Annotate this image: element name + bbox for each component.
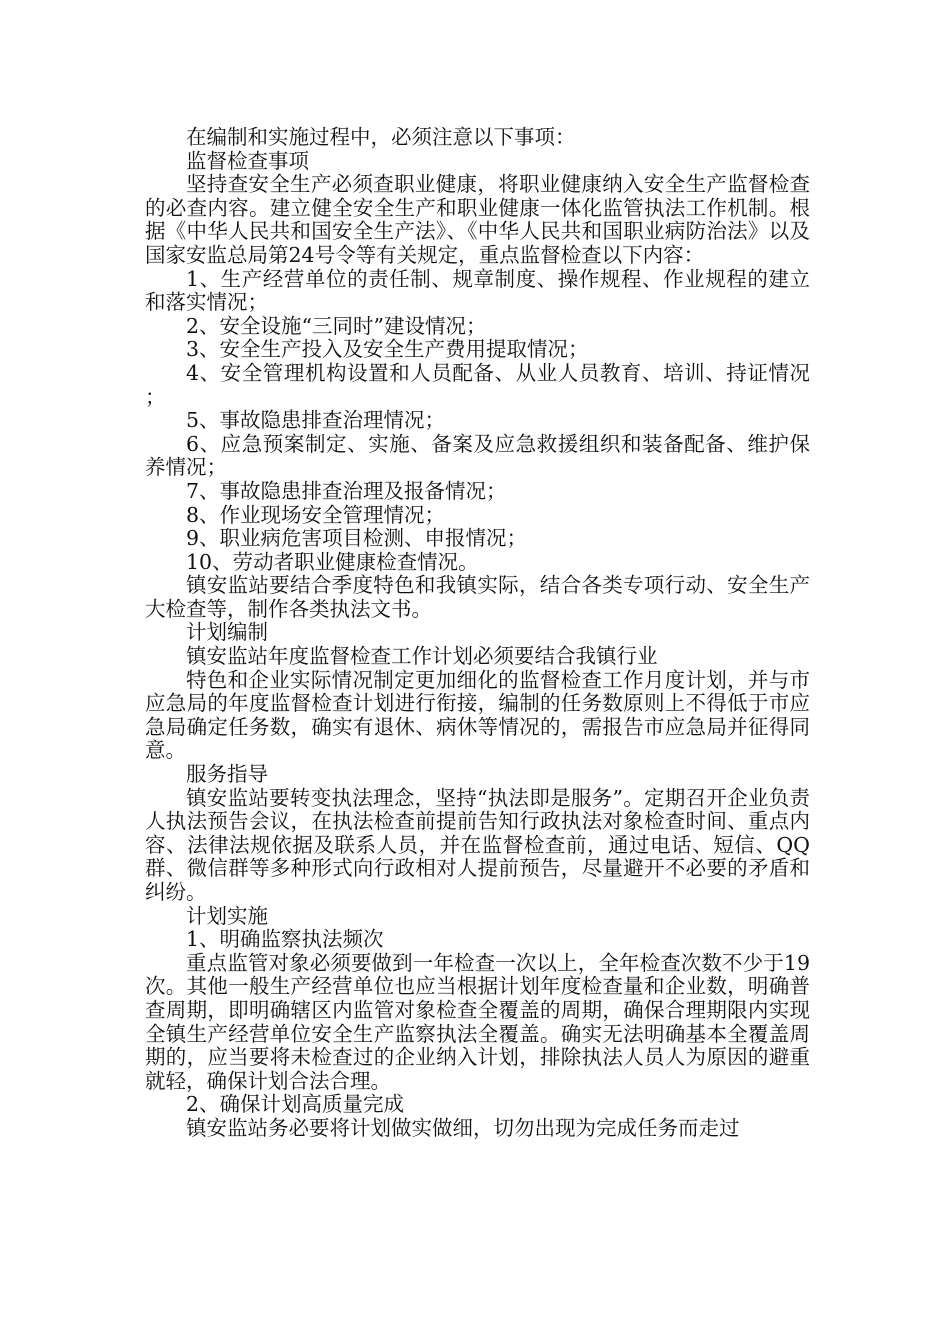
list-item-1: 1、生产经营单位的责任制、规章制度、操作规程、作业规程的建立和落实情况； xyxy=(145,266,810,315)
paragraph-intro: 在编制和实施过程中，必须注意以下事项： xyxy=(186,125,576,149)
subheading-frequency: 1、明确监察执法频次 xyxy=(186,927,384,952)
list-item-8: 8、作业现场安全管理情况； xyxy=(186,502,446,527)
paragraph-plan-compilation-1: 镇安监站年度监督检查工作计划必须要结合我镇行业 xyxy=(186,644,658,669)
list-item-4: 4、安全管理机构设置和人员配备、从业人员教育、培训、持证情况； xyxy=(145,360,810,409)
section-heading-inspection-items: 监督检查事项 xyxy=(186,148,309,173)
paragraph-documents: 镇安监站要结合季度特色和我镇实际，结合各类专项行动、安全生产大检查等，制作各类执法文书。 xyxy=(145,573,810,621)
paragraph-plan-compilation-2: 特色和企业实际情况制定更加细化的监督检查工作月度计划，并与市应急局的年度监督检查计划进行衔接，编制的任务数原则上不得低于市应急局确定任务数，确实有退休、病休等情况的，需报告市应急局并征得同意。 xyxy=(145,667,810,763)
section-heading-plan-implementation: 计划实施 xyxy=(186,903,268,928)
paragraph-quality: 镇安监站务必要将计划做实做细，切勿出现为完成任务而走过 xyxy=(186,1115,740,1140)
list-item-3: 3、安全生产投入及安全生产费用提取情况； xyxy=(186,337,589,362)
section-heading-service-guidance: 服务指导 xyxy=(186,762,268,787)
list-item-2: 2、安全设施“三同时”建设情况； xyxy=(186,313,487,338)
section-heading-plan-compilation: 计划编制 xyxy=(186,620,268,645)
list-item-9: 9、职业病危害项目检测、申报情况； xyxy=(186,526,528,551)
list-item-7: 7、事故隐患排查治理及报备情况； xyxy=(186,478,507,503)
paragraph-inspection-requirements: 坚持查安全生产必须查职业健康，将职业健康纳入安全生产监督检查的必查内容。建立健全安全生产和职业健康一体化监管执法工作机制。根据《中华人民共和国安全生产法》、《中华人民共和国职业病防治法》以及国家安监总局第24号令等有关规定，重点监督检查以下内容： xyxy=(145,172,810,267)
subheading-quality: 2、确保计划高质量完成 xyxy=(186,1092,405,1117)
paragraph-service-guidance: 镇安监站要转变执法理念，坚持“执法即是服务”。定期召开企业负责人执法预告会议，在执法检查前提前告知行政执法对象检查时间、重点内容、法律法规依据及联系人员，并在监督检查前，通过电话、短信、QQ群、微信群等多种形式向行政相对人提前预告，尽量避开不必要的矛盾和纠纷。 xyxy=(145,785,810,904)
list-item-6: 6、应急预案制定、实施、备案及应急救援组织和装备配备、维护保养情况； xyxy=(145,431,810,480)
list-item-10: 10、劳动者职业健康检查情况。 xyxy=(186,549,479,574)
list-item-5: 5、事故隐患排查治理情况； xyxy=(186,408,446,433)
document-body xyxy=(145,126,810,1141)
paragraph-frequency: 重点监管对象必须要做到一年检查一次以上，全年检查次数不少于19次。其他一般生产经营单位也应当根据计划年度检查量和企业数，明确普查周期，即明确辖区内监管对象检查全覆盖的周期，确保合理期限内实现全镇生产经营单位安全生产监察执法全覆盖。确实无法明确基本全覆盖周期的，应当要将未检查过的企业纳入计划，排除执法人员人为原因的避重就轻，确保计划合法合理。 xyxy=(145,950,810,1093)
